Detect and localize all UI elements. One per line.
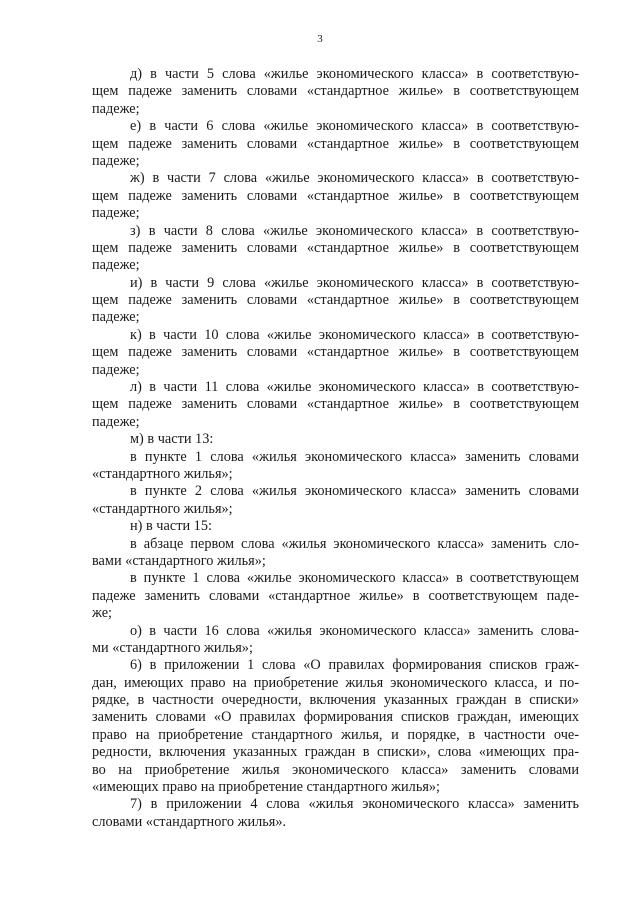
text-line: ми «стандартного жилья»; bbox=[92, 639, 253, 656]
text-line: щем падеже заменить словами «стандартное жилье» в соответствующем bbox=[92, 83, 579, 100]
text-line: вами «стандартного жилья»; bbox=[92, 552, 266, 569]
text-line: щем падеже заменить словами «стандартное жилье» в соответствующем bbox=[92, 239, 579, 256]
text-line: м) в части 13: bbox=[130, 431, 214, 448]
text-line: щем падеже заменить словами «стандартное жилье» в соответствующем bbox=[92, 135, 579, 152]
text-line: падеже; bbox=[92, 100, 140, 117]
text-line: щем падеже заменить словами «стандартное жилье» в соответствующем bbox=[92, 292, 579, 309]
text-line: падеже; bbox=[92, 309, 140, 326]
text-line: л) в части 11 слова «жилье экономического класса» в соответствую- bbox=[130, 379, 579, 396]
text-line: и) в части 9 слова «жилье экономического класса» в соответствую- bbox=[130, 274, 579, 291]
text-line: щем падеже заменить словами «стандартное жилье» в соответствующем bbox=[92, 344, 579, 361]
text-line: з) в части 8 слова «жилье экономического класса» в соответствую- bbox=[130, 222, 579, 239]
text-line: о) в части 16 слова «жилья экономического класса» заменить слова- bbox=[130, 622, 579, 639]
text-line: в пункте 2 слова «жилья экономического класса» заменить словами bbox=[130, 483, 579, 500]
text-line: «стандартного жилья»; bbox=[92, 465, 233, 482]
text-line: редности, включения указанных граждан в списки», слова «имеющих пра- bbox=[92, 744, 579, 761]
text-line: е) в части 6 слова «жилье экономического класса» в соответствую- bbox=[130, 118, 579, 135]
text-line: н) в части 15: bbox=[130, 518, 212, 535]
text-line: 7) в приложении 4 слова «жилья экономического класса» заменить bbox=[130, 796, 579, 813]
text-line: к) в части 10 слова «жилье экономического класса» в соответствую- bbox=[130, 326, 579, 343]
text-line: дан, имеющих право на приобретение жилья экономического класса, и по- bbox=[92, 674, 579, 691]
text-line: щем падеже заменить словами «стандартное жилье» в соответствующем bbox=[92, 396, 579, 413]
text-line: д) в части 5 слова «жилье экономического класса» в соответствую- bbox=[130, 66, 579, 82]
text-line: рядке, в частности очередности, включения указанных граждан в списки» bbox=[92, 692, 579, 709]
text-line: падеже; bbox=[92, 361, 140, 378]
text-line: 6) в приложении 1 слова «О правилах формирования списков граж- bbox=[130, 657, 579, 674]
text-line: же; bbox=[92, 605, 113, 622]
text-line: падеже; bbox=[92, 205, 140, 222]
text-line: падеже; bbox=[92, 257, 140, 274]
text-line: «имеющих право на приобретение стандартного жилья»; bbox=[92, 779, 441, 796]
text-line: словами «стандартного жилья». bbox=[92, 813, 287, 830]
text-line: падеже; bbox=[92, 152, 140, 169]
text-line: падеже; bbox=[92, 413, 140, 430]
text-line: в пункте 1 слова «жилья экономического класса» заменить словами bbox=[130, 448, 579, 465]
text-line: падеже заменить словами «стандартное жилье» в соответствующем паде- bbox=[92, 587, 579, 604]
text-line: щем падеже заменить словами «стандартное жилье» в соответствующем bbox=[92, 187, 579, 204]
page-number: 3 bbox=[317, 33, 323, 45]
text-line: в пункте 1 слова «жилье экономического класса» в соответствующем bbox=[130, 570, 579, 587]
text-line: в абзаце первом слова «жилья экономического класса» заменить сло- bbox=[130, 535, 579, 552]
document-body bbox=[92, 66, 579, 831]
text-line: во на приобретение жилья экономического класса» заменить словами bbox=[92, 761, 579, 778]
text-line: ж) в части 7 слова «жилье экономического класса» в соответствую- bbox=[130, 170, 579, 187]
text-line: «стандартного жилья»; bbox=[92, 500, 233, 517]
text-line: право на приобретение стандартного жилья, и порядке, в частности оче- bbox=[92, 726, 579, 743]
text-line: заменить словами «О правилах формирования списков граждан, имеющих bbox=[92, 709, 579, 726]
